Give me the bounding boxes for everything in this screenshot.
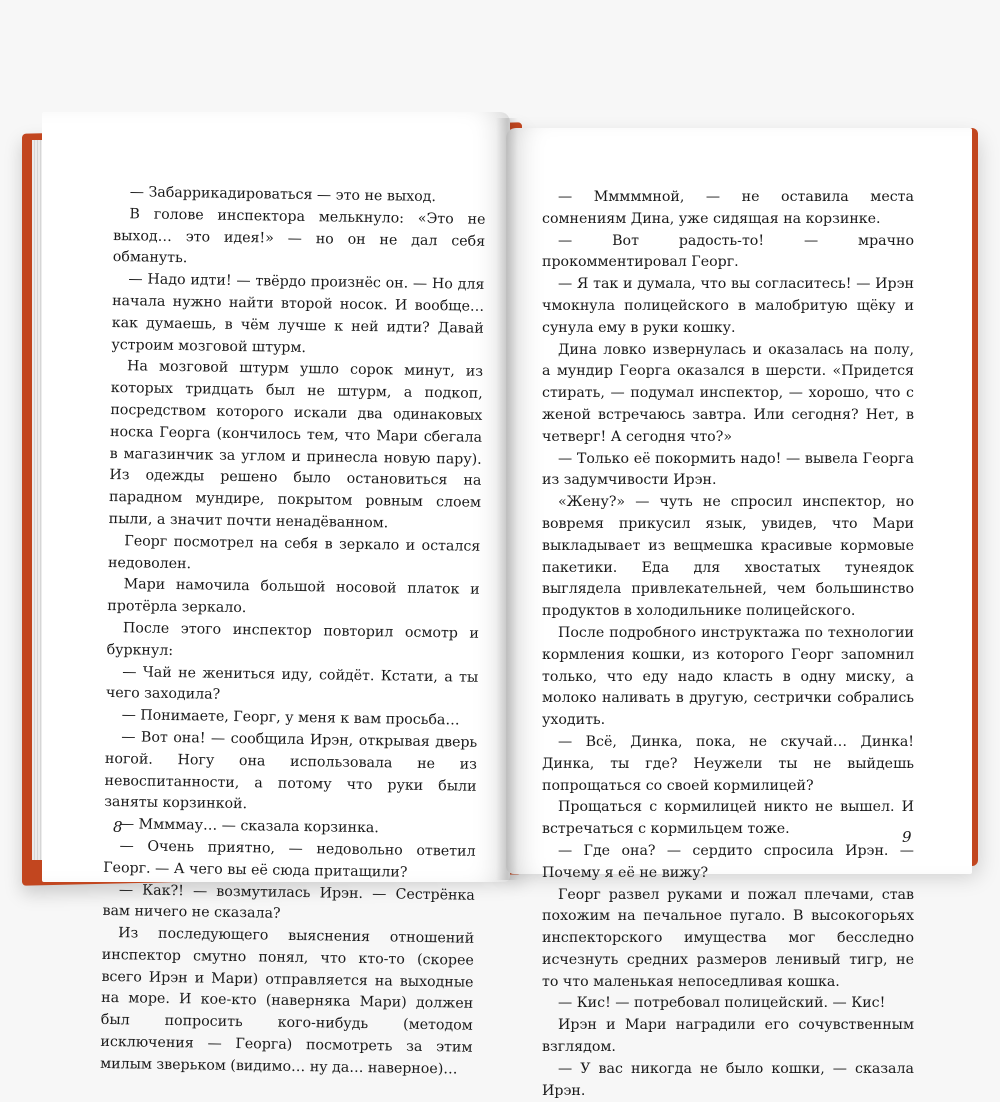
paragraph: — Всё, Динка, пока, не скучай… Динка! Динка, ты где? Неужели ты не выйдешь попрощаться со своей кормилицей? <box>542 733 914 794</box>
book-spine-gutter <box>496 118 518 880</box>
paragraph: — Вот радость-то! — мрачно прокомментировал Георг. <box>542 232 914 271</box>
paragraph: — Где она? — сердито спросила Ирэн. — Почему я её не вижу? <box>542 842 914 881</box>
paragraph: — Кис! — потребовал полицейский. — Кис! <box>558 995 886 1012</box>
paragraph: «Жену?» — чуть не спросил инспектор, но вовремя прикусил язык, увидев, что Мари выкладывает из вещмешка красивые кормовые пакетики. Еда для хвостатых тунеядок выглядела привлекательней, чем большинство продуктов в холодильнике полицейского. <box>542 494 914 620</box>
paragraph: Ирэн и Мари наградили его сочувственным взглядом. <box>542 1017 914 1056</box>
paragraph: — Чай не жениться иду, сойдёт. Кстати, а ты чего заходила? <box>105 663 479 704</box>
paragraph: — Мммммной, — не оставила места сомнениям Дина, уже сидящая на корзинке. <box>542 189 914 227</box>
right-page-text <box>542 187 914 1102</box>
paragraph: В голове инспектора мелькнуло: «Это не выход… это идея!» — но он не дал себя обмануть. <box>112 206 486 267</box>
paragraph: Дина ловко извернулась и оказалась на полу, а мундир Георга оказался в шерсти. «Придется стирать, — подумал инспектор, — хорошо, что с женой встречаюсь завтра. Или сегодня? Нет, в четверг! А сегодня что?» <box>542 341 914 445</box>
paragraph: Мари намочила большой носовой платок и протёрла зеркало. <box>107 576 480 617</box>
paragraph: — Надо идти! — твёрдо произнёс он. — Но для начала нужно найти второй носок. И вообще… как думаешь, в чём лучше к ней идти? Давай устроим мозговой штурм. <box>111 271 485 356</box>
paragraph: Прощаться с кормилицей никто не вышел. И встречаться с кормильцем тоже. <box>542 799 914 838</box>
paragraph: — Я так и думала, что вы согласитесь! — Ирэн чмокнула полицейского в малобритую щёку и сунула ему в руки кошку. <box>542 276 914 336</box>
paragraph: — У вас никогда не было кошки, — сказала Ирэн. <box>542 1060 914 1099</box>
left-page-text <box>100 182 486 1081</box>
paragraph: Георг посмотрел на себя в зеркало и остался недоволен. <box>107 532 481 572</box>
page-number-right: 9 <box>902 828 912 846</box>
paragraph: После этого инспектор повторил осмотр и буркнул: <box>106 620 480 659</box>
paragraph: Георг развел руками и пожал плечами, став похожим на печальное пугало. В высокогорьях инспекторского имущества мог бесследно исчезнуть средних размеров ленивый тигр, не то что маленькая непоседливая кошка. <box>542 886 914 990</box>
paragraph: — Вот она! — сообщила Ирэн, открывая дверь ногой. Ногу она использовала не из невоспитанности, а потому что руки были заняты корзинкой. <box>104 729 478 813</box>
paragraph: После подробного инструктажа по технологии кормления кошки, из которого Георг запомнил только, что еду надо класть в одну миску, а молоко наливать в другую, сестрички собрались уходить. <box>542 624 914 729</box>
paragraph: На мозговой штурм ушло сорок минут, из которых тридцать был не штурм, а подкоп, посредством которого искали два одинаковых носка Георга (кончилось тем, что Мари сбегала в магазинчик за углом и принесла новую пару). Из одежды решено было остановиться на парадном мундире, покрытом ровным слоем пыли, а значит почти ненадёванном. <box>108 358 484 532</box>
paragraph: — Только её покормить надо! — вывела Георга из задумчивости Ирэн. <box>542 450 914 489</box>
paragraph: — Как?! — возмутилась Ирэн. — Сестрёнка вам ничего не сказала? <box>102 881 475 923</box>
paragraph: — Очень приятно, — недовольно ответил Георг. — А чего вы её сюда притащили? <box>103 838 476 881</box>
paragraph: — Понимаете, Георг, у меня к вам просьба… <box>121 707 460 729</box>
paragraph: Из последующего выяснения отношений инспектор смутно понял, что кто-то (скорее всего Ирэн и Мари) отправляется на выходные на море. И кое-кто (наверняка Мари) должен был попросить кого-нибудь (методом исключения — Георга) посмотреть за этим милым зверьком (видимо… ну да… наверное)… <box>100 925 475 1078</box>
paragraph: — Забаррикадироваться — это не выход. <box>129 184 437 206</box>
page-number-left: 8 <box>113 818 123 836</box>
paragraph: — Ммммау… — сказала корзинка. <box>119 816 379 837</box>
